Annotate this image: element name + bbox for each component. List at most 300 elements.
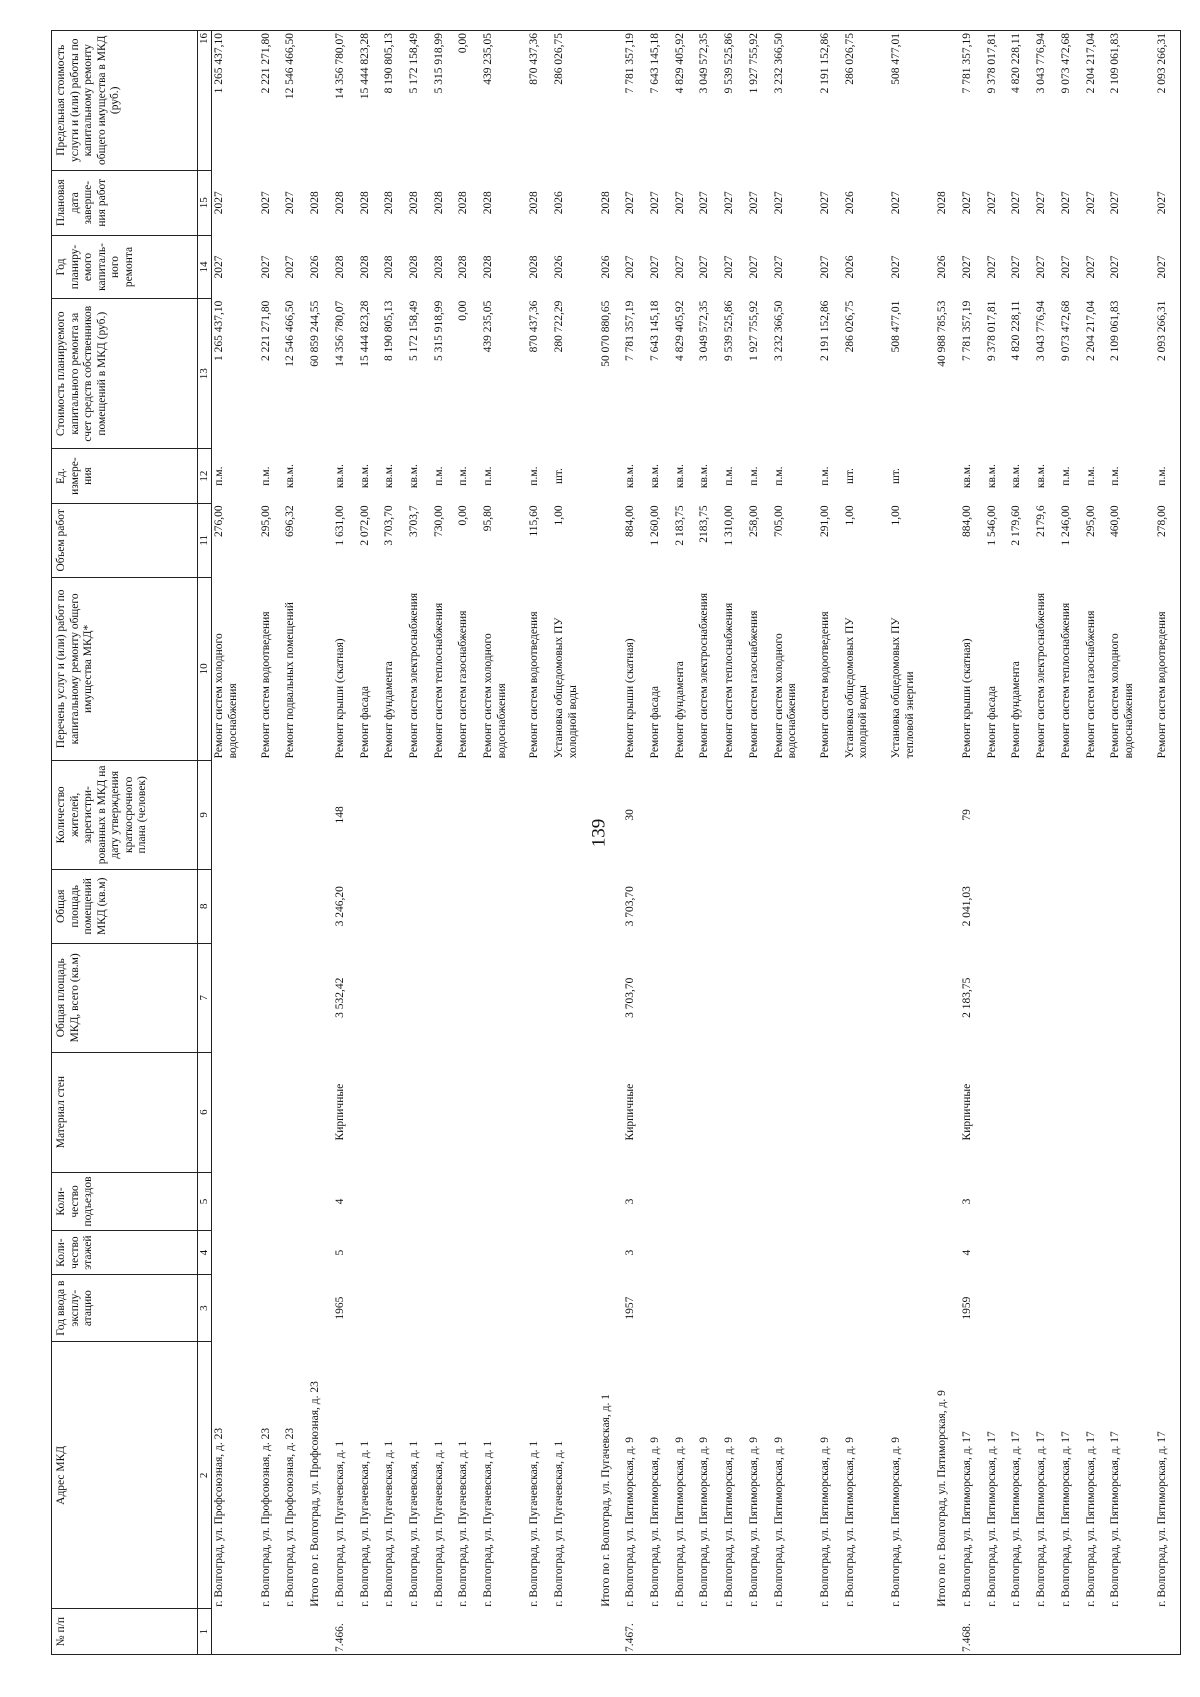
work-type-cell: Ремонт систем водоотведения bbox=[528, 611, 541, 759]
work-volume-cell: 3 703,70 bbox=[383, 505, 396, 546]
planned-cost-cell: 3 043 776,94 bbox=[1035, 300, 1048, 361]
limit-cost-cell: 8 190 805,13 bbox=[382, 31, 407, 171]
end-date-cell: 2027 bbox=[961, 191, 973, 215]
limit-cost-cell: 2 221 271,80 bbox=[259, 31, 284, 171]
residents-cell bbox=[648, 760, 673, 869]
work-volume-cell: 1,00 bbox=[553, 505, 566, 526]
work-type-cell bbox=[599, 577, 624, 760]
table-row bbox=[333, 31, 358, 1655]
end-date-cell: 2027 bbox=[698, 191, 711, 215]
planned-year-cell: 2026 bbox=[936, 255, 949, 279]
work-type-cell: Ремонт фасада bbox=[985, 686, 998, 759]
work-volume-cell: 3703,7 bbox=[407, 505, 420, 537]
wall-material-cell bbox=[211, 1052, 258, 1172]
planned-cost-cell: 439 235,05 bbox=[482, 300, 495, 353]
year-built-cell: 1959 bbox=[961, 1296, 973, 1320]
total-area-cell bbox=[308, 943, 333, 1052]
table-row bbox=[960, 31, 985, 1655]
work-type-cell: Ремонт систем газоснабжения bbox=[457, 610, 470, 759]
row-number bbox=[527, 1609, 552, 1655]
total-area-cell: 3 703,70 bbox=[624, 977, 637, 1018]
row-number bbox=[697, 1609, 722, 1655]
floors-cell bbox=[527, 1231, 552, 1275]
planned-year-cell: 2026 bbox=[309, 255, 322, 279]
row-number bbox=[552, 1609, 598, 1655]
entrances-cell: 4 bbox=[333, 1198, 346, 1205]
address-cell: г. Волгоград, ул. Профсоюзная, д. 23 bbox=[284, 1427, 297, 1607]
work-type-cell: Ремонт систем холодного водоснабжения bbox=[482, 633, 508, 759]
unit-cell: кв.м. bbox=[383, 464, 396, 489]
residents-cell bbox=[358, 760, 383, 869]
address-cell: г. Волгоград, ул. Пятиморская, д. 9 bbox=[747, 1436, 760, 1607]
floors-cell bbox=[1084, 1231, 1109, 1275]
limit-cost-cell: 15 444 823,28 bbox=[358, 31, 383, 171]
work-type-cell: Ремонт систем теплоснабжения bbox=[723, 602, 736, 759]
planned-year-cell: 2027 bbox=[1155, 235, 1181, 298]
planned-cost-cell: 280 722,29 bbox=[553, 300, 566, 353]
end-date-cell: 2028 bbox=[358, 191, 371, 215]
column-header: Объем работ bbox=[52, 503, 198, 577]
residents-cell bbox=[1059, 760, 1084, 869]
end-date-cell: 2027 bbox=[212, 191, 225, 215]
work-volume-cell: 115,60 bbox=[528, 505, 541, 537]
floors-cell bbox=[772, 1231, 818, 1275]
column-header: Коли-чество этажей bbox=[52, 1231, 198, 1275]
floors-cell bbox=[697, 1231, 722, 1275]
wall-material-cell bbox=[818, 1052, 843, 1172]
work-volume-cell: 291,00 bbox=[818, 505, 831, 537]
address-cell: г. Волгоград, ул. Пятиморская, д. 17 bbox=[961, 1431, 973, 1607]
unit-cell: шт. bbox=[889, 468, 902, 485]
planned-cost-cell: 286 026,75 bbox=[843, 300, 856, 353]
planned-year-cell: 2026 bbox=[553, 255, 566, 279]
address-cell: г. Волгоград, ул. Пятиморская, д. 9 bbox=[648, 1436, 661, 1607]
address-cell: г. Волгоград, ул. Пятиморская, д. 17 bbox=[1109, 1431, 1122, 1607]
column-number: 5 bbox=[198, 1172, 212, 1231]
residents-cell bbox=[843, 760, 889, 869]
end-date-cell: 2028 bbox=[333, 191, 346, 215]
floors-cell bbox=[456, 1231, 481, 1275]
column-number: 2 bbox=[198, 1342, 212, 1609]
address-cell: г. Волгоград, ул. Пятиморская, д. 9 bbox=[818, 1436, 831, 1607]
planned-cost-cell: 9 378 017,81 bbox=[985, 300, 998, 361]
column-header: Плановая дата заверше-ния работ bbox=[52, 170, 198, 235]
premises-area-cell bbox=[211, 869, 258, 943]
residents-cell bbox=[772, 760, 818, 869]
work-volume-cell: 2183,75 bbox=[698, 505, 711, 543]
floors-cell bbox=[432, 1231, 457, 1275]
end-date-cell: 2026 bbox=[843, 191, 856, 215]
premises-area-cell bbox=[1108, 869, 1154, 943]
planned-year-cell: 2028 bbox=[457, 255, 470, 279]
limit-cost-cell: 2 109 061,83 bbox=[1108, 31, 1154, 171]
column-number: 8 bbox=[198, 869, 212, 943]
unit-cell: кв.м. bbox=[407, 464, 420, 489]
premises-area-cell bbox=[599, 869, 624, 943]
entrances-cell bbox=[648, 1172, 673, 1231]
planned-year-cell: 2027 bbox=[1010, 255, 1023, 279]
wall-material-cell bbox=[1108, 1052, 1154, 1172]
residents-cell bbox=[308, 760, 333, 869]
unit-cell: п.м. bbox=[1109, 466, 1122, 486]
residents-cell bbox=[407, 760, 432, 869]
residents-cell bbox=[211, 760, 258, 869]
row-number bbox=[818, 1609, 843, 1655]
floors-cell bbox=[259, 1231, 284, 1275]
table-row bbox=[407, 31, 432, 1655]
work-volume-cell: 278,00 bbox=[1155, 503, 1181, 577]
total-area-cell bbox=[481, 943, 527, 1052]
column-header: Общая площадь МКД, всего (кв.м) bbox=[52, 943, 198, 1052]
address-cell: г. Волгоград, ул. Пятиморская, д. 17 bbox=[1084, 1431, 1097, 1607]
row-number bbox=[407, 1609, 432, 1655]
premises-area-cell bbox=[481, 869, 527, 943]
entrances-cell bbox=[747, 1172, 772, 1231]
row-number bbox=[259, 1609, 284, 1655]
floors-cell bbox=[648, 1231, 673, 1275]
total-area-cell: 2 183,75 bbox=[961, 977, 973, 1018]
planned-cost-cell: 1 265 437,10 bbox=[212, 300, 225, 361]
address-cell: г. Волгоград, ул. Пятиморская, д. 17 bbox=[1059, 1431, 1072, 1607]
unit-cell: кв.м. bbox=[1035, 464, 1048, 489]
planned-year-cell: 2028 bbox=[333, 255, 346, 279]
planned-year-cell: 2028 bbox=[482, 255, 495, 279]
work-type-cell: Ремонт крыши (скатная) bbox=[961, 638, 973, 759]
entrances-cell bbox=[935, 1172, 960, 1231]
total-area-cell bbox=[697, 943, 722, 1052]
unit-cell: п.м. bbox=[818, 466, 831, 486]
work-volume-cell: 258,00 bbox=[747, 505, 760, 537]
limit-cost-cell: 1 265 437,10 bbox=[211, 31, 258, 171]
premises-area-cell bbox=[697, 869, 722, 943]
wall-material-cell bbox=[432, 1052, 457, 1172]
premises-area-cell bbox=[889, 869, 935, 943]
entrances-cell bbox=[722, 1172, 747, 1231]
floors-cell bbox=[481, 1231, 527, 1275]
end-date-cell: 2027 bbox=[1035, 191, 1048, 215]
residents-cell bbox=[552, 760, 598, 869]
end-date-cell: 2027 bbox=[772, 191, 785, 215]
wall-material-cell: Кирпичные bbox=[333, 1083, 346, 1141]
row-number bbox=[648, 1609, 673, 1655]
floors-cell: 4 bbox=[961, 1249, 973, 1256]
unit-cell: шт. bbox=[843, 468, 856, 485]
work-volume-cell: 2179,6 bbox=[1035, 505, 1048, 537]
planned-cost-cell: 9 073 472,68 bbox=[1059, 300, 1072, 361]
work-volume-cell: 730,00 bbox=[432, 505, 445, 537]
work-type-cell: Установка общедомовых ПУ холодной воды bbox=[553, 617, 579, 759]
planned-cost-cell: 5 315 918,99 bbox=[432, 300, 445, 361]
floors-cell bbox=[283, 1231, 308, 1275]
floors-cell bbox=[985, 1231, 1010, 1275]
premises-area-cell bbox=[432, 869, 457, 943]
work-type-cell: Ремонт фундамента bbox=[383, 661, 396, 759]
end-date-cell: 2027 bbox=[723, 191, 736, 215]
end-date-cell: 2027 bbox=[1155, 170, 1181, 235]
work-type-cell: Ремонт крыши (скатная) bbox=[333, 638, 346, 759]
address-cell: г. Волгоград, ул. Пугачевская, д. 1 bbox=[432, 1440, 445, 1607]
year-built-cell bbox=[648, 1274, 673, 1342]
address-cell: г. Волгоград, ул. Пугачевская, д. 1 bbox=[482, 1440, 495, 1607]
work-volume-cell: 295,00 bbox=[259, 505, 272, 537]
wall-material-cell bbox=[1059, 1052, 1084, 1172]
table-row bbox=[818, 31, 843, 1655]
total-area-cell bbox=[747, 943, 772, 1052]
row-number: 7.467. bbox=[623, 1609, 648, 1655]
column-header: № п/п bbox=[52, 1609, 198, 1655]
address-cell: г. Волгоград, ул. Пятиморская, д. 9 bbox=[673, 1436, 686, 1607]
residents-cell: 30 bbox=[624, 809, 637, 821]
premises-area-cell bbox=[358, 869, 383, 943]
column-number: 11 bbox=[198, 503, 212, 577]
planned-cost-cell: 4 820 228,11 bbox=[1010, 300, 1023, 361]
wall-material-cell bbox=[308, 1052, 333, 1172]
column-header: Адрес МКД bbox=[52, 1342, 198, 1609]
row-number bbox=[382, 1609, 407, 1655]
column-number: 3 bbox=[198, 1274, 212, 1342]
unit-cell: кв.м. bbox=[698, 464, 711, 489]
work-type-cell: Установка общедомовых ПУ тепловой энергии bbox=[889, 617, 916, 759]
year-built-cell bbox=[985, 1274, 1010, 1342]
column-number-row bbox=[198, 31, 212, 1655]
planned-year-cell: 2027 bbox=[985, 255, 998, 279]
year-built-cell bbox=[843, 1274, 889, 1342]
planned-cost-cell: 8 190 805,13 bbox=[383, 300, 396, 361]
work-volume-cell: 1,00 bbox=[843, 505, 856, 526]
residents-cell bbox=[456, 760, 481, 869]
entrances-cell bbox=[843, 1172, 889, 1231]
floors-cell bbox=[818, 1231, 843, 1275]
entrances-cell bbox=[1155, 1172, 1181, 1231]
year-built-cell bbox=[673, 1274, 698, 1342]
year-built-cell bbox=[1009, 1274, 1034, 1342]
row-number bbox=[889, 1609, 935, 1655]
work-type-cell: Установка общедомовых ПУ холодной воды bbox=[843, 617, 870, 759]
limit-cost-cell: 4 829 405,92 bbox=[673, 31, 698, 171]
premises-area-cell: 3 246,20 bbox=[333, 886, 346, 927]
column-header: Год ввода в эксплу-атацию bbox=[52, 1274, 198, 1342]
year-built-cell bbox=[308, 1274, 333, 1342]
limit-cost-cell: 286 026,75 bbox=[843, 31, 889, 171]
column-header: Общая площадь помещений МКД (кв.м) bbox=[52, 869, 198, 943]
planned-cost-cell: 60 859 244,55 bbox=[309, 300, 322, 367]
residents-cell bbox=[818, 760, 843, 869]
work-type-cell: Ремонт фундамента bbox=[673, 661, 686, 759]
limit-cost-cell: 5 315 918,99 bbox=[432, 31, 457, 171]
column-header: Перечень услуг и (или) работ по капитальному ремонту общего имущества МКД* bbox=[52, 577, 198, 760]
limit-cost-cell bbox=[935, 31, 960, 171]
wall-material-cell bbox=[673, 1052, 698, 1172]
address-cell: Итого по г. Волгоград, ул. Пятиморская, д. 9 bbox=[936, 1390, 949, 1607]
year-built-cell bbox=[747, 1274, 772, 1342]
end-date-cell: 2027 bbox=[648, 191, 661, 215]
year-built-cell bbox=[382, 1274, 407, 1342]
work-volume-cell: 2 072,00 bbox=[358, 505, 371, 546]
end-date-cell: 2027 bbox=[747, 191, 760, 215]
premises-area-cell bbox=[772, 869, 818, 943]
planned-year-cell: 2028 bbox=[358, 255, 371, 279]
table-row bbox=[1009, 31, 1034, 1655]
entrances-cell bbox=[432, 1172, 457, 1231]
table-row bbox=[1034, 31, 1059, 1655]
wall-material-cell bbox=[722, 1052, 747, 1172]
residents-cell bbox=[481, 760, 527, 869]
year-built-cell bbox=[407, 1274, 432, 1342]
address-cell: г. Волгоград, ул. Пятиморская, д. 9 bbox=[723, 1436, 736, 1607]
planned-year-cell: 2027 bbox=[1109, 255, 1122, 279]
work-volume-cell bbox=[308, 503, 333, 577]
column-header: Предельная стоимость услуги и (или) работы по капитальному ремонту общего имущества в МКД (руб.) bbox=[52, 31, 198, 171]
work-volume-cell: 1,00 bbox=[889, 505, 902, 526]
unit-cell: кв.м. bbox=[333, 464, 346, 489]
year-built-cell bbox=[481, 1274, 527, 1342]
limit-cost-cell: 9 378 017,81 bbox=[985, 31, 1010, 171]
table-body bbox=[211, 31, 1180, 1655]
unit-cell: п.м. bbox=[1155, 449, 1181, 503]
planned-year-cell: 2027 bbox=[624, 255, 637, 279]
end-date-cell: 2027 bbox=[818, 191, 831, 215]
premises-area-cell: 2 041,03 bbox=[961, 886, 973, 927]
wall-material-cell bbox=[889, 1052, 935, 1172]
unit-cell: п.м. bbox=[1059, 466, 1072, 486]
work-volume-cell: 276,00 bbox=[212, 505, 225, 537]
total-area-cell bbox=[1155, 943, 1181, 1052]
planned-cost-cell: 4 829 405,92 bbox=[673, 300, 686, 361]
planned-year-cell: 2027 bbox=[648, 255, 661, 279]
row-number bbox=[935, 1609, 960, 1655]
column-header: Количество жителей, зарегистри-рованных в МКД на дату утверждения краткосрочного плана (человек) bbox=[52, 760, 198, 869]
year-built-cell bbox=[935, 1274, 960, 1342]
floors-cell bbox=[673, 1231, 698, 1275]
planned-year-cell: 2027 bbox=[698, 255, 711, 279]
table-row bbox=[673, 31, 698, 1655]
floors-cell bbox=[1009, 1231, 1034, 1275]
work-volume-cell: 1 546,00 bbox=[985, 505, 998, 546]
unit-cell: шт. bbox=[553, 468, 566, 485]
planned-cost-cell: 15 444 823,28 bbox=[358, 300, 371, 367]
work-type-cell: Ремонт систем холодного водоснабжения bbox=[1109, 633, 1135, 759]
entrances-cell bbox=[1034, 1172, 1059, 1231]
premises-area-cell bbox=[1059, 869, 1084, 943]
work-type-cell: Ремонт систем теплоснабжения bbox=[1059, 602, 1072, 759]
total-area-cell bbox=[259, 943, 284, 1052]
unit-cell: кв.м. bbox=[624, 464, 637, 489]
unit-cell: кв.м. bbox=[1010, 464, 1023, 489]
residents-cell bbox=[1034, 760, 1059, 869]
column-number: 9 bbox=[198, 760, 212, 869]
work-volume-cell: 1 310,00 bbox=[723, 505, 736, 546]
column-number: 12 bbox=[198, 449, 212, 503]
planned-cost-cell: 40 988 785,53 bbox=[936, 300, 949, 367]
wall-material-cell bbox=[1084, 1052, 1109, 1172]
premises-area-cell bbox=[382, 869, 407, 943]
wall-material-cell bbox=[1034, 1052, 1059, 1172]
address-cell: г. Волгоград, ул. Пятиморская, д. 9 bbox=[698, 1436, 711, 1607]
unit-cell: кв.м. bbox=[284, 464, 297, 489]
total-area-cell bbox=[1108, 943, 1154, 1052]
total-area-cell bbox=[722, 943, 747, 1052]
unit-cell: п.м. bbox=[1084, 466, 1097, 486]
unit-cell bbox=[935, 449, 960, 503]
work-volume-cell: 2 183,75 bbox=[673, 505, 686, 546]
work-type-cell bbox=[935, 577, 960, 760]
residents-cell bbox=[1108, 760, 1154, 869]
floors-cell: 5 bbox=[333, 1249, 346, 1256]
work-volume-cell: 0,00 bbox=[457, 505, 470, 526]
table-row bbox=[527, 31, 552, 1655]
entrances-cell bbox=[985, 1172, 1010, 1231]
total-area-cell bbox=[552, 943, 598, 1052]
year-built-cell bbox=[552, 1274, 598, 1342]
total-area-cell bbox=[1084, 943, 1109, 1052]
column-header: Коли-чество подъездов bbox=[52, 1172, 198, 1231]
planned-year-cell: 2028 bbox=[383, 255, 396, 279]
work-volume-cell: 705,00 bbox=[772, 505, 785, 537]
year-built-cell: 1965 bbox=[333, 1296, 346, 1320]
row-number bbox=[211, 1609, 258, 1655]
wall-material-cell bbox=[985, 1052, 1010, 1172]
row-number bbox=[481, 1609, 527, 1655]
table-row bbox=[935, 31, 960, 1655]
year-built-cell bbox=[456, 1274, 481, 1342]
row-number: 7.466. bbox=[333, 1609, 358, 1655]
column-header: Стоимость планируемого капитального ремонта за счет средств собственников помещений в МКД (руб.) bbox=[52, 299, 198, 449]
table-row bbox=[648, 31, 673, 1655]
entrances-cell bbox=[456, 1172, 481, 1231]
planned-year-cell: 2027 bbox=[1035, 255, 1048, 279]
year-built-cell bbox=[1108, 1274, 1154, 1342]
address-cell: г. Волгоград, ул. Пятиморская, д. 9 bbox=[772, 1436, 785, 1607]
residents-cell bbox=[599, 760, 624, 869]
residents-cell bbox=[382, 760, 407, 869]
limit-cost-cell: 439 235,05 bbox=[481, 31, 527, 171]
planned-cost-cell: 0,00 bbox=[457, 300, 470, 321]
row-number bbox=[772, 1609, 818, 1655]
premises-area-cell bbox=[985, 869, 1010, 943]
premises-area-cell bbox=[259, 869, 284, 943]
address-cell: г. Волгоград, ул. Пугачевская, д. 1 bbox=[407, 1440, 420, 1607]
table-row bbox=[382, 31, 407, 1655]
floors-cell bbox=[722, 1231, 747, 1275]
floors-cell bbox=[1155, 1231, 1181, 1275]
year-built-cell bbox=[1084, 1274, 1109, 1342]
table-row bbox=[1108, 31, 1154, 1655]
planned-year-cell: 2028 bbox=[528, 255, 541, 279]
end-date-cell: 2026 bbox=[553, 191, 566, 215]
address-cell: г. Волгоград, ул. Пятиморская, д. 17 bbox=[1155, 1342, 1181, 1609]
address-cell: Итого по г. Волгоград, ул. Пугачевская, д. 1 bbox=[599, 1394, 612, 1607]
entrances-cell: 3 bbox=[961, 1198, 973, 1205]
floors-cell bbox=[552, 1231, 598, 1275]
row-number bbox=[673, 1609, 698, 1655]
residents-cell bbox=[283, 760, 308, 869]
work-type-cell: Ремонт фасада bbox=[648, 686, 661, 759]
work-type-cell: Ремонт систем водоотведения bbox=[259, 611, 272, 759]
wall-material-cell bbox=[358, 1052, 383, 1172]
work-type-cell: Ремонт подвальных помещений bbox=[284, 602, 297, 759]
year-built-cell bbox=[1034, 1274, 1059, 1342]
wall-material-cell bbox=[259, 1052, 284, 1172]
total-area-cell bbox=[935, 943, 960, 1052]
end-date-cell: 2028 bbox=[383, 191, 396, 215]
entrances-cell bbox=[772, 1172, 818, 1231]
premises-area-cell bbox=[283, 869, 308, 943]
total-area-cell bbox=[673, 943, 698, 1052]
year-built-cell bbox=[527, 1274, 552, 1342]
planned-year-cell: 2027 bbox=[1084, 255, 1097, 279]
work-volume-cell: 1 631,00 bbox=[333, 505, 346, 546]
planned-year-cell: 2027 bbox=[212, 255, 225, 279]
